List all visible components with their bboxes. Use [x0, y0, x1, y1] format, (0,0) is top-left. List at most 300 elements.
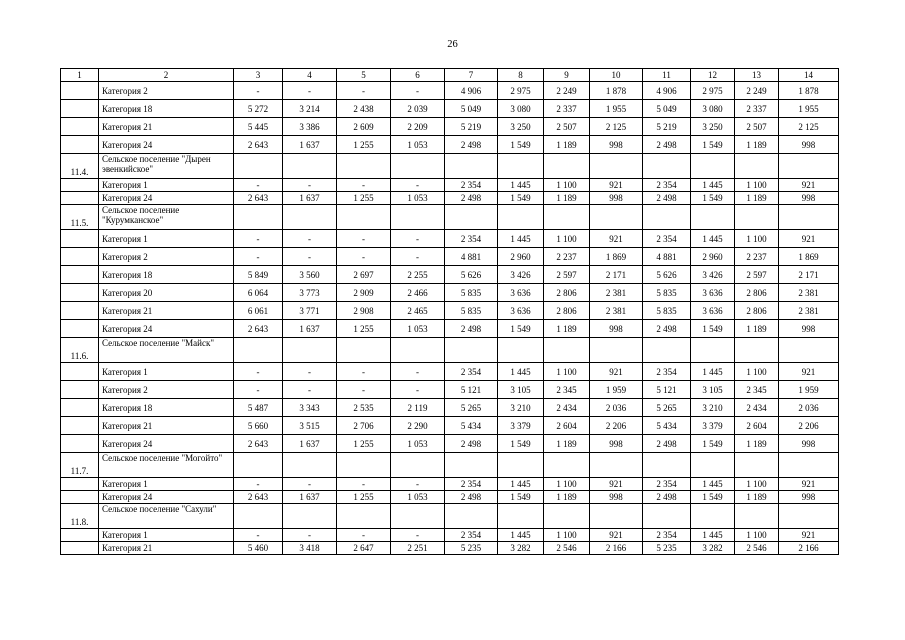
value-cell: 3 282 — [498, 542, 544, 555]
value-cell: 1 255 — [337, 320, 391, 338]
table-row — [61, 100, 839, 118]
value-cell: 5 460 — [234, 542, 283, 555]
value-cell: 1 878 — [590, 82, 643, 100]
value-cell: 3 343 — [283, 399, 337, 417]
value-cell: 2 206 — [779, 417, 839, 435]
category-name: Категория 2 — [99, 248, 234, 266]
category-name: Категория 1 — [99, 230, 234, 248]
value-cell: 2 609 — [337, 118, 391, 136]
section-number: 11.8. — [61, 504, 99, 529]
category-name: Категория 21 — [99, 302, 234, 320]
row-number-cell — [61, 417, 99, 435]
empty-cell — [498, 504, 544, 529]
value-cell: 998 — [779, 320, 839, 338]
row-number-cell — [61, 248, 99, 266]
value-cell: 998 — [590, 435, 643, 453]
value-cell: 998 — [779, 435, 839, 453]
value-cell: 2 166 — [590, 542, 643, 555]
value-cell: - — [234, 179, 283, 192]
value-cell: 3 515 — [283, 417, 337, 435]
value-cell: 2 466 — [391, 284, 445, 302]
value-cell: 5 219 — [445, 118, 498, 136]
value-cell: 2 381 — [590, 302, 643, 320]
empty-cell — [643, 154, 691, 179]
value-cell: 1 959 — [590, 381, 643, 399]
empty-cell — [234, 453, 283, 478]
empty-cell — [445, 154, 498, 179]
empty-cell — [735, 154, 779, 179]
value-cell: 1 637 — [283, 320, 337, 338]
value-cell: 921 — [779, 478, 839, 491]
value-cell: 1 189 — [544, 491, 590, 504]
value-cell: 1 445 — [498, 529, 544, 542]
value-cell: 5 434 — [445, 417, 498, 435]
category-name: Категория 2 — [99, 381, 234, 399]
value-cell: 1 189 — [544, 435, 590, 453]
value-cell: 1 100 — [544, 363, 590, 381]
value-cell: - — [391, 363, 445, 381]
value-cell: 3 636 — [498, 284, 544, 302]
table-row — [61, 542, 839, 555]
column-header: 6 — [391, 69, 445, 82]
category-name: Категория 21 — [99, 118, 234, 136]
value-cell: 5 660 — [234, 417, 283, 435]
value-cell: 1 549 — [691, 136, 735, 154]
value-cell: 2 643 — [234, 192, 283, 205]
value-cell: - — [337, 478, 391, 491]
section-header-row — [61, 338, 839, 363]
category-name: Категория 2 — [99, 82, 234, 100]
column-header: 1 — [61, 69, 99, 82]
table-body — [61, 69, 839, 555]
value-cell: 1 549 — [498, 435, 544, 453]
row-number-cell — [61, 542, 99, 555]
table-row — [61, 192, 839, 205]
value-cell: 2 249 — [735, 82, 779, 100]
value-cell: 2 597 — [735, 266, 779, 284]
value-cell: 2 498 — [445, 320, 498, 338]
tariff-table — [60, 68, 839, 555]
section-header-row — [61, 453, 839, 478]
value-cell: 2 706 — [337, 417, 391, 435]
value-cell: 5 835 — [445, 302, 498, 320]
value-cell: 3 773 — [283, 284, 337, 302]
value-cell: 1 255 — [337, 136, 391, 154]
empty-cell — [691, 154, 735, 179]
value-cell: 2 498 — [643, 192, 691, 205]
value-cell: 5 849 — [234, 266, 283, 284]
value-cell: 6 064 — [234, 284, 283, 302]
table-row — [61, 82, 839, 100]
value-cell: 998 — [590, 136, 643, 154]
empty-cell — [735, 338, 779, 363]
category-name: Категория 24 — [99, 320, 234, 338]
column-header: 10 — [590, 69, 643, 82]
empty-cell — [691, 504, 735, 529]
value-cell: 2 171 — [779, 266, 839, 284]
category-name: Категория 24 — [99, 192, 234, 205]
value-cell: 3 560 — [283, 266, 337, 284]
empty-cell — [643, 453, 691, 478]
value-cell: 2 434 — [735, 399, 779, 417]
value-cell: 2 345 — [544, 381, 590, 399]
value-cell: 5 272 — [234, 100, 283, 118]
empty-cell — [498, 205, 544, 230]
row-number-cell — [61, 82, 99, 100]
value-cell: 1 445 — [498, 230, 544, 248]
empty-cell — [391, 338, 445, 363]
value-cell: - — [391, 478, 445, 491]
value-cell: 1 637 — [283, 192, 337, 205]
empty-cell — [643, 504, 691, 529]
value-cell: 2 237 — [735, 248, 779, 266]
value-cell: 1 549 — [498, 320, 544, 338]
value-cell: 2 498 — [445, 491, 498, 504]
value-cell: 2 975 — [691, 82, 735, 100]
table-row — [61, 529, 839, 542]
value-cell: 1 100 — [544, 230, 590, 248]
value-cell: - — [234, 529, 283, 542]
value-cell: 1 189 — [735, 435, 779, 453]
empty-cell — [691, 205, 735, 230]
value-cell: 5 835 — [643, 302, 691, 320]
value-cell: 2 643 — [234, 491, 283, 504]
value-cell: 4 906 — [643, 82, 691, 100]
value-cell: - — [234, 363, 283, 381]
value-cell: 921 — [779, 179, 839, 192]
value-cell: 2 345 — [735, 381, 779, 399]
value-cell: 3 282 — [691, 542, 735, 555]
value-cell: 5 835 — [643, 284, 691, 302]
section-number: 11.5. — [61, 205, 99, 230]
empty-cell — [691, 338, 735, 363]
value-cell: 5 835 — [445, 284, 498, 302]
value-cell: 1 255 — [337, 435, 391, 453]
value-cell: 6 061 — [234, 302, 283, 320]
value-cell: 2 354 — [643, 363, 691, 381]
value-cell: 3 080 — [691, 100, 735, 118]
value-cell: 2 975 — [498, 82, 544, 100]
table-row — [61, 179, 839, 192]
value-cell: 2 249 — [544, 82, 590, 100]
value-cell: 998 — [779, 491, 839, 504]
row-number-cell — [61, 529, 99, 542]
value-cell: 1 189 — [544, 136, 590, 154]
value-cell: 3 210 — [691, 399, 735, 417]
value-cell: 1 255 — [337, 491, 391, 504]
value-cell: 1 955 — [779, 100, 839, 118]
value-cell: - — [234, 82, 283, 100]
value-cell: 2 290 — [391, 417, 445, 435]
table-row — [61, 417, 839, 435]
value-cell: 2 125 — [590, 118, 643, 136]
row-number-cell — [61, 399, 99, 417]
table-row — [61, 399, 839, 417]
row-number-cell — [61, 230, 99, 248]
empty-cell — [391, 504, 445, 529]
value-cell: 2 498 — [445, 136, 498, 154]
value-cell: 2 337 — [735, 100, 779, 118]
empty-cell — [643, 338, 691, 363]
empty-cell — [283, 154, 337, 179]
empty-cell — [337, 338, 391, 363]
value-cell: 1 053 — [391, 192, 445, 205]
value-cell: 5 049 — [445, 100, 498, 118]
page-number: 26 — [447, 39, 458, 50]
value-cell: 1 100 — [735, 363, 779, 381]
value-cell: 1 100 — [735, 478, 779, 491]
section-title: Сельское поселение "Сахули" — [99, 504, 234, 529]
section-number: 11.4. — [61, 154, 99, 179]
value-cell: 2 498 — [643, 435, 691, 453]
value-cell: 2 604 — [544, 417, 590, 435]
value-cell: 1 549 — [691, 491, 735, 504]
value-cell: - — [337, 529, 391, 542]
row-number-cell — [61, 320, 99, 338]
category-name: Категория 21 — [99, 417, 234, 435]
empty-cell — [590, 453, 643, 478]
value-cell: 2 604 — [735, 417, 779, 435]
column-header: 7 — [445, 69, 498, 82]
table-row — [61, 248, 839, 266]
category-name: Категория 1 — [99, 478, 234, 491]
value-cell: - — [283, 179, 337, 192]
value-cell: 3 771 — [283, 302, 337, 320]
value-cell: 1 445 — [498, 179, 544, 192]
value-cell: 2 498 — [643, 320, 691, 338]
table-row — [61, 302, 839, 320]
value-cell: 3 210 — [498, 399, 544, 417]
value-cell: 921 — [779, 230, 839, 248]
row-number-cell — [61, 100, 99, 118]
value-cell: - — [234, 478, 283, 491]
value-cell: 2 036 — [779, 399, 839, 417]
empty-cell — [498, 154, 544, 179]
column-header: 12 — [691, 69, 735, 82]
value-cell: 4 881 — [643, 248, 691, 266]
empty-cell — [337, 154, 391, 179]
value-cell: 2 119 — [391, 399, 445, 417]
category-name: Категория 18 — [99, 266, 234, 284]
empty-cell — [691, 453, 735, 478]
value-cell: 2 354 — [643, 529, 691, 542]
category-name: Категория 24 — [99, 136, 234, 154]
value-cell: - — [337, 82, 391, 100]
empty-cell — [498, 453, 544, 478]
table-header-row — [61, 69, 839, 82]
value-cell: 2 166 — [779, 542, 839, 555]
value-cell: 2 806 — [544, 302, 590, 320]
value-cell: 2 647 — [337, 542, 391, 555]
value-cell: 2 643 — [234, 435, 283, 453]
value-cell: 5 626 — [643, 266, 691, 284]
value-cell: 1 445 — [691, 179, 735, 192]
empty-cell — [337, 205, 391, 230]
value-cell: 2 251 — [391, 542, 445, 555]
row-number-cell — [61, 302, 99, 320]
value-cell: 2 206 — [590, 417, 643, 435]
value-cell: 5 049 — [643, 100, 691, 118]
column-header: 14 — [779, 69, 839, 82]
value-cell: 921 — [590, 179, 643, 192]
category-name: Категория 24 — [99, 435, 234, 453]
value-cell: 2 498 — [445, 192, 498, 205]
value-cell: 1 869 — [779, 248, 839, 266]
value-cell: - — [391, 179, 445, 192]
value-cell: 1 445 — [691, 230, 735, 248]
empty-cell — [735, 205, 779, 230]
value-cell: 3 105 — [691, 381, 735, 399]
value-cell: 921 — [590, 478, 643, 491]
value-cell: 1 445 — [498, 478, 544, 491]
empty-cell — [445, 453, 498, 478]
value-cell: 1 445 — [691, 529, 735, 542]
value-cell: 921 — [779, 529, 839, 542]
value-cell: 1 959 — [779, 381, 839, 399]
value-cell: 1 549 — [498, 136, 544, 154]
value-cell: 3 426 — [498, 266, 544, 284]
value-cell: 2 546 — [735, 542, 779, 555]
value-cell: 1 189 — [735, 192, 779, 205]
value-cell: 2 643 — [234, 136, 283, 154]
value-cell: - — [391, 248, 445, 266]
value-cell: 2 498 — [643, 491, 691, 504]
value-cell: 2 909 — [337, 284, 391, 302]
empty-cell — [234, 504, 283, 529]
value-cell: 2 546 — [544, 542, 590, 555]
table-row — [61, 381, 839, 399]
value-cell: 2 354 — [445, 363, 498, 381]
value-cell: 5 445 — [234, 118, 283, 136]
empty-cell — [735, 504, 779, 529]
value-cell: 2 498 — [445, 435, 498, 453]
value-cell: 3 418 — [283, 542, 337, 555]
empty-cell — [283, 504, 337, 529]
value-cell: - — [234, 230, 283, 248]
value-cell: - — [283, 363, 337, 381]
value-cell: 2 125 — [779, 118, 839, 136]
section-title: Сельское поселение "Майск" — [99, 338, 234, 363]
value-cell: 2 209 — [391, 118, 445, 136]
empty-cell — [779, 504, 839, 529]
section-title: Сельское поселение "Могойто" — [99, 453, 234, 478]
section-header-row — [61, 205, 839, 230]
value-cell: 3 379 — [691, 417, 735, 435]
value-cell: 3 214 — [283, 100, 337, 118]
value-cell: 2 498 — [643, 136, 691, 154]
empty-cell — [735, 453, 779, 478]
value-cell: - — [283, 230, 337, 248]
value-cell: - — [391, 529, 445, 542]
table-row — [61, 118, 839, 136]
value-cell: 5 121 — [445, 381, 498, 399]
value-cell: 1 549 — [498, 491, 544, 504]
table-row — [61, 320, 839, 338]
value-cell: 1 189 — [735, 491, 779, 504]
value-cell: 1 637 — [283, 435, 337, 453]
value-cell: 5 235 — [643, 542, 691, 555]
value-cell: 2 036 — [590, 399, 643, 417]
empty-cell — [337, 504, 391, 529]
value-cell: 5 626 — [445, 266, 498, 284]
empty-cell — [234, 154, 283, 179]
value-cell: - — [391, 230, 445, 248]
column-header: 8 — [498, 69, 544, 82]
value-cell: - — [391, 381, 445, 399]
value-cell: 1 053 — [391, 136, 445, 154]
section-title: Сельское поселение "Дырен эвенкийское" — [99, 154, 234, 179]
value-cell: 3 636 — [498, 302, 544, 320]
empty-cell — [544, 205, 590, 230]
value-cell: - — [337, 179, 391, 192]
value-cell: 2 434 — [544, 399, 590, 417]
empty-cell — [391, 154, 445, 179]
value-cell: 2 237 — [544, 248, 590, 266]
value-cell: 1 869 — [590, 248, 643, 266]
value-cell: 2 507 — [544, 118, 590, 136]
value-cell: 3 250 — [498, 118, 544, 136]
value-cell: 1 100 — [735, 179, 779, 192]
category-name: Категория 1 — [99, 529, 234, 542]
value-cell: 5 265 — [643, 399, 691, 417]
value-cell: 2 039 — [391, 100, 445, 118]
value-cell: 1 878 — [779, 82, 839, 100]
value-cell: 998 — [779, 136, 839, 154]
value-cell: 1 445 — [498, 363, 544, 381]
value-cell: 1 637 — [283, 491, 337, 504]
row-number-cell — [61, 118, 99, 136]
value-cell: 2 806 — [735, 302, 779, 320]
row-number-cell — [61, 363, 99, 381]
table-row — [61, 230, 839, 248]
category-name: Категория 1 — [99, 363, 234, 381]
value-cell: 1 053 — [391, 320, 445, 338]
empty-cell — [234, 338, 283, 363]
category-name: Категория 24 — [99, 491, 234, 504]
row-number-cell — [61, 266, 99, 284]
value-cell: 5 434 — [643, 417, 691, 435]
value-cell: 2 381 — [779, 284, 839, 302]
value-cell: 2 171 — [590, 266, 643, 284]
category-name: Категория 1 — [99, 179, 234, 192]
value-cell: 2 960 — [691, 248, 735, 266]
value-cell: 3 636 — [691, 302, 735, 320]
section-number: 11.6. — [61, 338, 99, 363]
row-number-cell — [61, 179, 99, 192]
value-cell: 1 445 — [691, 478, 735, 491]
empty-cell — [391, 453, 445, 478]
value-cell: 2 507 — [735, 118, 779, 136]
value-cell: 3 379 — [498, 417, 544, 435]
empty-cell — [590, 338, 643, 363]
empty-cell — [779, 453, 839, 478]
value-cell: 998 — [779, 192, 839, 205]
value-cell: - — [283, 82, 337, 100]
value-cell: 3 080 — [498, 100, 544, 118]
value-cell: 4 881 — [445, 248, 498, 266]
column-header: 11 — [643, 69, 691, 82]
empty-cell — [283, 205, 337, 230]
value-cell: - — [283, 381, 337, 399]
value-cell: 1 189 — [544, 320, 590, 338]
value-cell: 1 955 — [590, 100, 643, 118]
row-number-cell — [61, 381, 99, 399]
value-cell: 998 — [590, 192, 643, 205]
empty-cell — [590, 205, 643, 230]
table-row — [61, 491, 839, 504]
value-cell: 921 — [590, 529, 643, 542]
value-cell: 998 — [590, 491, 643, 504]
